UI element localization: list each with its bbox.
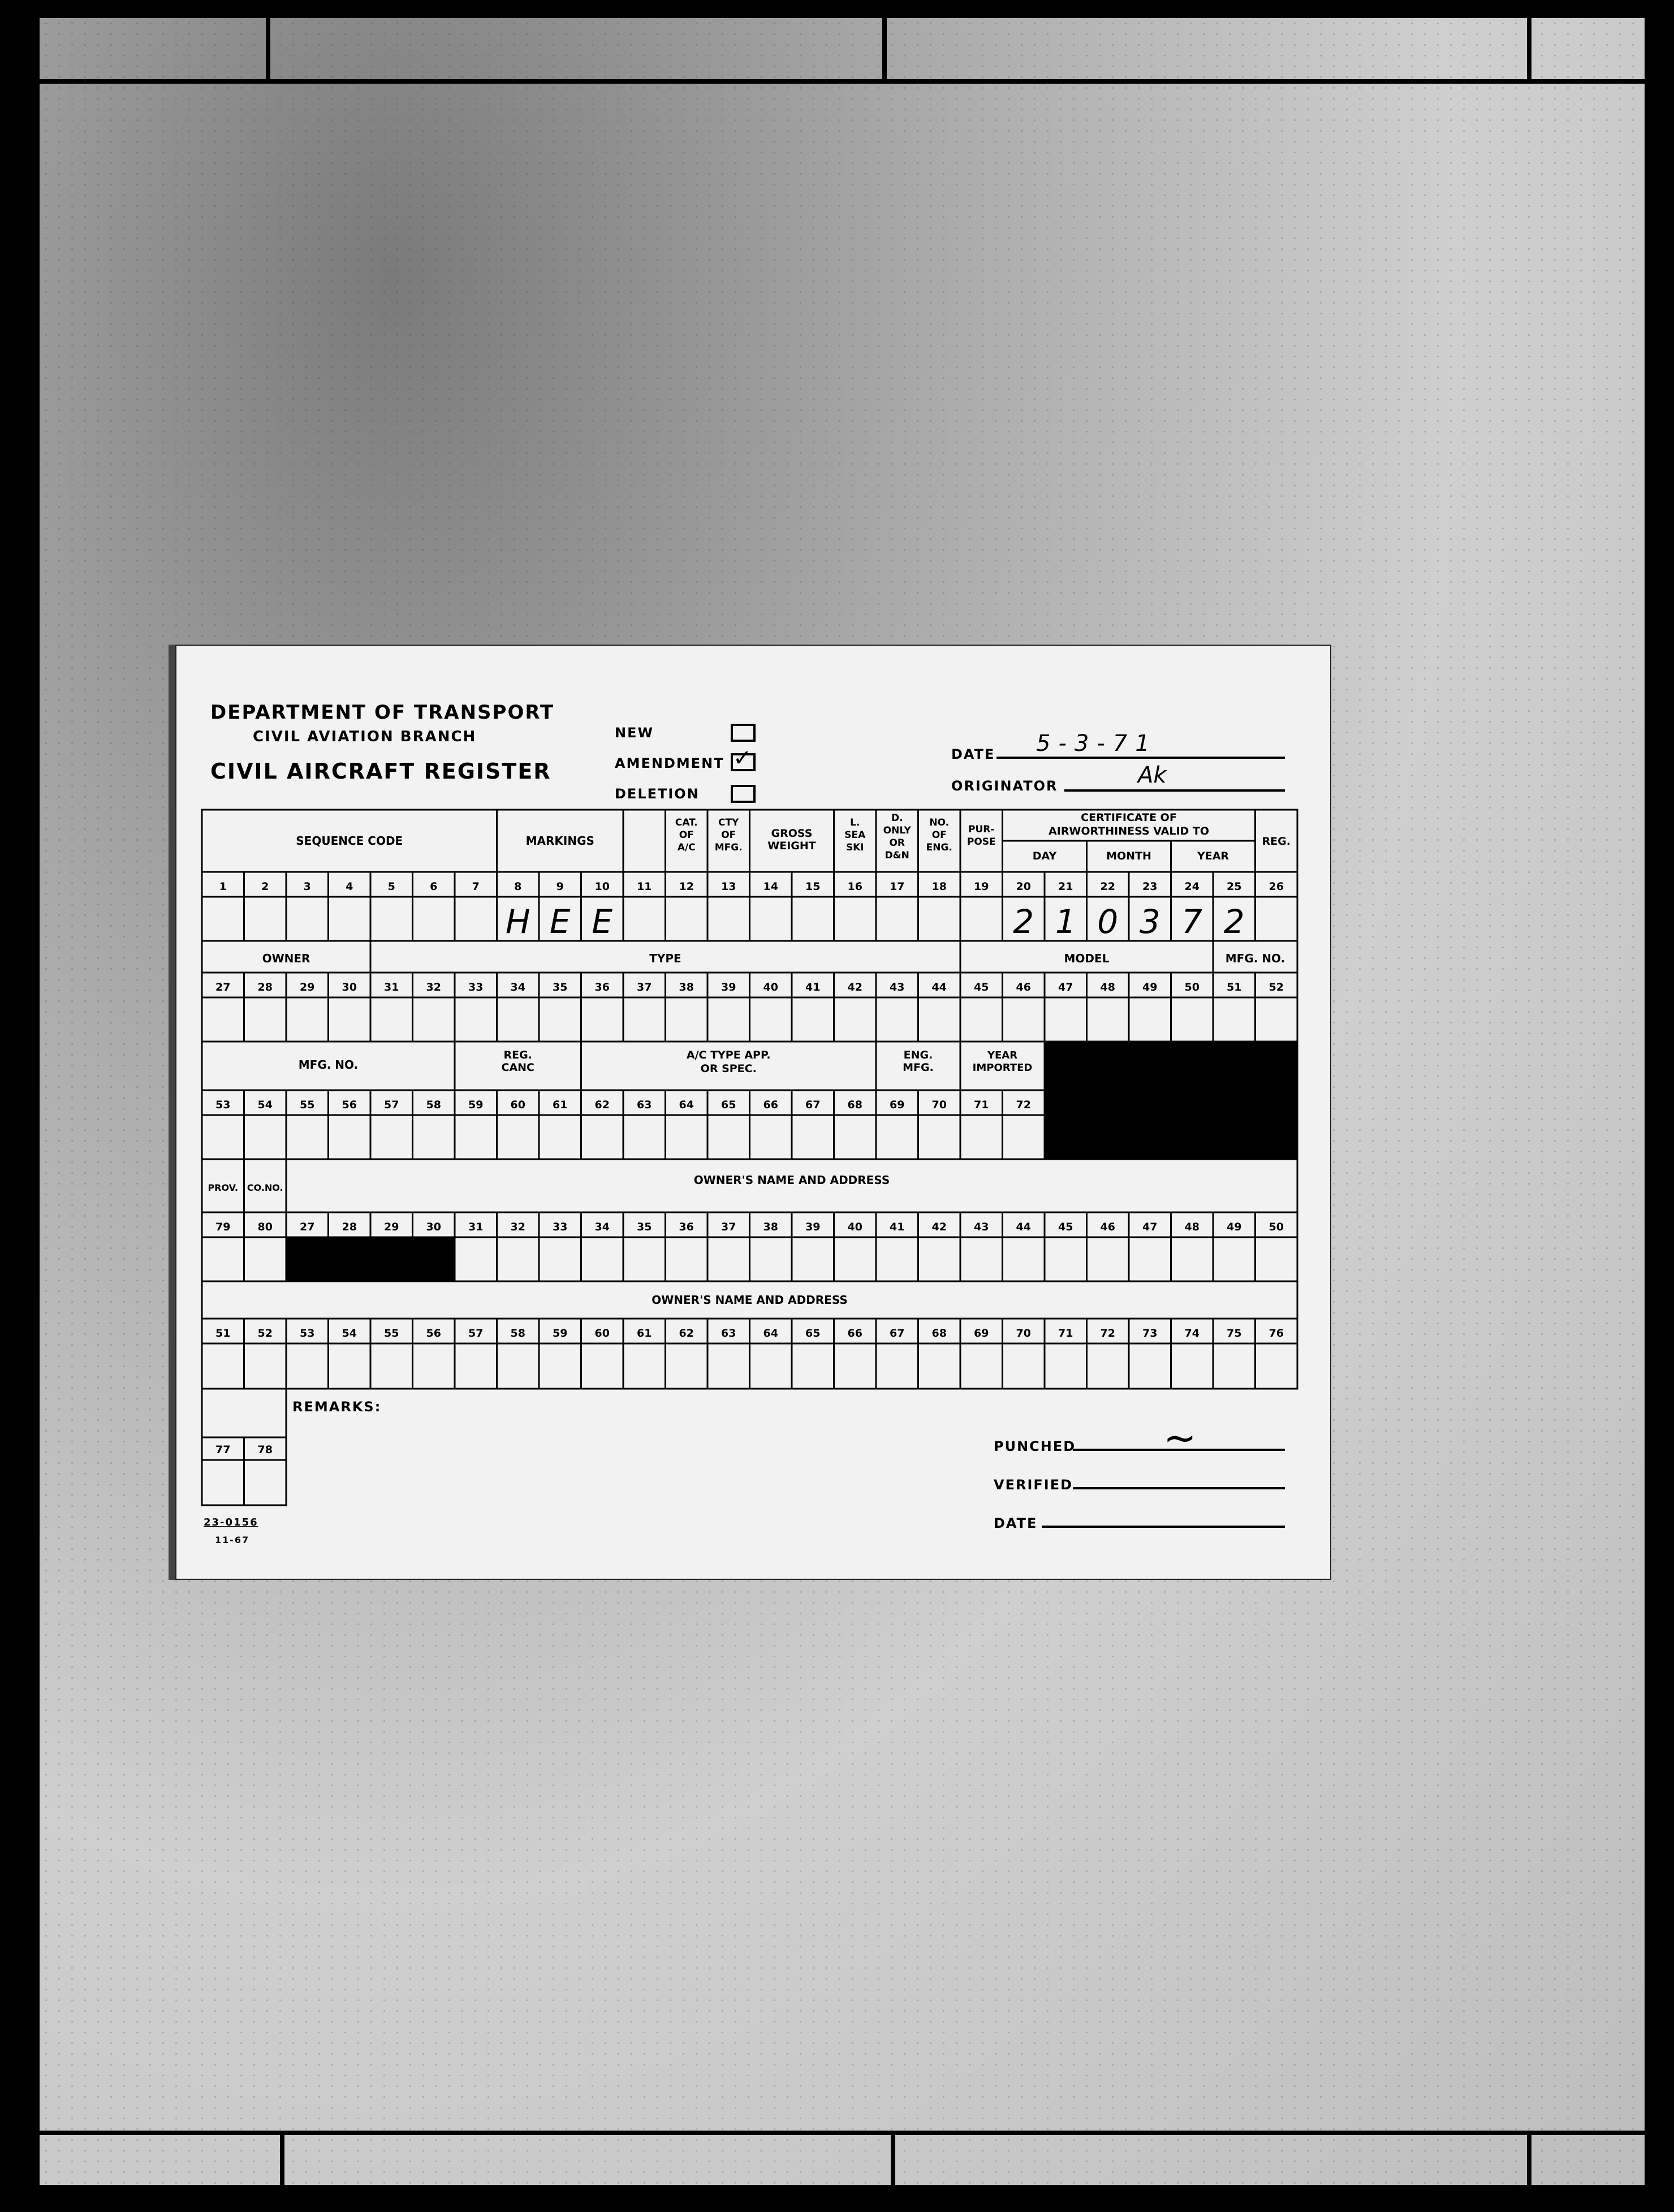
option-amendment-label: AMENDMENT: [615, 755, 724, 771]
row3-blackout: [1045, 1042, 1297, 1159]
row2-col-number: 50: [1184, 981, 1200, 993]
row1-col-number: 14: [763, 880, 778, 893]
row1-col-number: 24: [1184, 880, 1200, 893]
hdr-reg-canc: REG.: [503, 1049, 532, 1061]
row2-col-number: 48: [1100, 981, 1115, 993]
row4-col-number: 45: [1058, 1221, 1073, 1233]
hdr-mfg-no-2: MFG. NO.: [298, 1058, 359, 1072]
row4-col-number: 44: [1016, 1221, 1031, 1233]
hdr-ac-type: A/C TYPE APP.: [686, 1049, 771, 1061]
hdr-owner: OWNER: [262, 952, 310, 965]
row5-col-number: 75: [1227, 1327, 1242, 1340]
row5-col-number: 55: [384, 1327, 399, 1340]
hdr-d-only: ONLY: [883, 825, 911, 836]
row1-col-number: 12: [679, 880, 694, 893]
hdr-certificate: CERTIFICATE OF: [1081, 811, 1177, 824]
row2-col-number: 29: [300, 981, 315, 993]
row3-col-number: 57: [384, 1099, 399, 1111]
row5-col-number: 66: [847, 1327, 862, 1340]
row4-col-number: 49: [1227, 1221, 1242, 1233]
branch-title: CIVIL AVIATION BRANCH: [253, 728, 477, 745]
remarks-col-number: 77: [215, 1444, 231, 1456]
punched-label: PUNCHED: [994, 1438, 1076, 1454]
row2-col-number: 44: [931, 981, 947, 993]
row1-handwritten-value: 3: [1139, 902, 1160, 941]
row1-col-number: 15: [805, 880, 821, 893]
originator-label: ORIGINATOR: [951, 778, 1058, 794]
row4-col-number: 46: [1100, 1221, 1115, 1233]
hdr-or-spec: OR SPEC.: [700, 1062, 757, 1075]
row3-col-number: 66: [763, 1099, 778, 1111]
frame-top-line: [40, 79, 1645, 84]
row4-col-number: 34: [594, 1221, 610, 1233]
row3-col-number: 71: [974, 1099, 989, 1111]
hdr-owner-name-1: OWNER'S NAME AND ADDRESS: [693, 1173, 890, 1187]
row1-handwritten-value: 0: [1097, 902, 1119, 941]
row5-col-number: 54: [342, 1327, 357, 1340]
row2-col-number: 37: [637, 981, 652, 993]
remarks-col-number: 78: [257, 1444, 273, 1456]
row3-col-number: 56: [342, 1099, 357, 1111]
row2-col-number: 35: [553, 981, 568, 993]
hdr-model: MODEL: [1064, 952, 1110, 965]
row5-col-number: 65: [805, 1327, 821, 1340]
hdr-type: TYPE: [649, 952, 681, 965]
row4-col-number: 28: [342, 1221, 357, 1233]
row4-col-number: 39: [805, 1221, 821, 1233]
hdr-prov: PROV.: [208, 1182, 239, 1193]
row1-col-number: 3: [303, 880, 311, 893]
hdr-day: DAY: [1032, 850, 1057, 862]
row2-col-number: 30: [342, 981, 357, 993]
frame-top-divider-far: [1527, 18, 1531, 81]
verified-line: [1073, 1487, 1285, 1489]
hdr-no-eng: OF: [931, 830, 947, 841]
hdr-reg: REG.: [1262, 835, 1291, 848]
row3-col-number: 61: [553, 1099, 568, 1111]
row1-col-number: 9: [556, 880, 564, 893]
row2-col-number: 32: [426, 981, 441, 993]
row3-col-number: 62: [594, 1099, 610, 1111]
row2-col-number: 34: [510, 981, 525, 993]
row1-col-number: 20: [1016, 880, 1031, 893]
row5-col-number: 56: [426, 1327, 441, 1340]
row4-col-number: 36: [679, 1221, 694, 1233]
row2-col-number: 47: [1058, 981, 1073, 993]
frame-bottom-divider-right: [1527, 2131, 1531, 2185]
row5-col-number: 58: [510, 1327, 525, 1340]
row5-col-number: 62: [679, 1327, 694, 1340]
row4-col-number: 32: [510, 1221, 525, 1233]
row5-col-number: 70: [1016, 1327, 1031, 1340]
row1-handwritten-value: 7: [1181, 902, 1203, 941]
register-grid: [176, 646, 1330, 1579]
row3-col-number: 72: [1016, 1099, 1031, 1111]
hdr-d-only: D&N: [885, 850, 909, 861]
hdr-owner-name-2: OWNER'S NAME AND ADDRESS: [652, 1293, 848, 1307]
hdr-d-only: OR: [889, 837, 905, 849]
row2-col-number: 43: [890, 981, 905, 993]
frame-top-divider-left: [266, 18, 270, 81]
row1-col-number: 13: [721, 880, 736, 893]
row3-col-number: 67: [805, 1099, 821, 1111]
row5-col-number: 57: [468, 1327, 484, 1340]
row2-col-number: 45: [974, 981, 989, 993]
row4-col-number: 35: [637, 1221, 652, 1233]
row2-col-number: 31: [384, 981, 399, 993]
row4-col-number: 31: [468, 1221, 484, 1233]
row5-col-number: 73: [1142, 1327, 1158, 1340]
row4-col-number: 29: [384, 1221, 399, 1233]
hdr-mfg-no: MFG. NO.: [1225, 952, 1285, 965]
row1-handwritten-value: H: [505, 902, 530, 941]
form-date: 11-67: [215, 1535, 250, 1545]
row1-col-number: 19: [974, 880, 989, 893]
row1-col-number: 26: [1269, 880, 1284, 893]
row3-col-number: 60: [510, 1099, 525, 1111]
row5-col-number: 71: [1058, 1327, 1073, 1340]
row3-col-number: 65: [721, 1099, 736, 1111]
hdr-purpose: PUR-: [968, 824, 995, 835]
row4-col-number: 47: [1142, 1221, 1158, 1233]
row5-col-number: 69: [974, 1327, 989, 1340]
row4-col-number: 40: [847, 1221, 862, 1233]
row4-col-number: 27: [300, 1221, 315, 1233]
row2-col-number: 36: [594, 981, 610, 993]
hdr-markings: MARKINGS: [525, 834, 594, 848]
department-title: DEPARTMENT OF TRANSPORT: [210, 701, 555, 724]
hdr-cty: OF: [721, 830, 736, 841]
option-deletion-label: DELETION: [615, 786, 700, 802]
row5-col-number: 51: [215, 1327, 231, 1340]
hdr-cat: CAT.: [675, 817, 698, 828]
row3-col-number: 64: [679, 1099, 694, 1111]
row5-col-number: 53: [300, 1327, 315, 1340]
amendment-check-mark: ✓: [733, 745, 752, 771]
row1-handwritten-value: 2: [1223, 902, 1245, 941]
row1-col-number: 25: [1227, 880, 1242, 893]
hdr-lseaski: SKI: [845, 842, 864, 853]
frame-bottom-divider-left: [280, 2131, 284, 2185]
row1-col-number: 23: [1142, 880, 1158, 893]
hdr-d-only: D.: [891, 813, 903, 824]
row5-col-number: 64: [763, 1327, 778, 1340]
row2-col-number: 42: [847, 981, 862, 993]
hdr-month: MONTH: [1106, 850, 1151, 862]
hdr-gross-weight: GROSS: [771, 827, 813, 840]
row3-col-number: 69: [890, 1099, 905, 1111]
row4-col-number: 42: [931, 1221, 947, 1233]
row2-col-number: 40: [763, 981, 778, 993]
row4-col-number: 33: [553, 1221, 568, 1233]
register-title: CIVIL AIRCRAFT REGISTER: [210, 759, 551, 784]
row1-handwritten-value: 1: [1055, 902, 1076, 941]
row5-col-number: 76: [1269, 1327, 1284, 1340]
row2-col-number: 41: [805, 981, 821, 993]
row4-col-number: 50: [1269, 1221, 1284, 1233]
hdr-no-eng: ENG.: [926, 842, 952, 853]
row2-col-number: 51: [1227, 981, 1242, 993]
row2-col-number: 33: [468, 981, 484, 993]
hdr-year-imported: YEAR: [987, 1049, 1018, 1061]
date-label: DATE: [951, 746, 995, 762]
row1-handwritten-value: 2: [1013, 902, 1034, 941]
hdr-no-eng: NO.: [929, 817, 950, 828]
row1-col-number: 21: [1058, 880, 1073, 893]
row4-col-number: 41: [890, 1221, 905, 1233]
option-new-label: NEW: [615, 725, 654, 741]
row2-col-number: 28: [257, 981, 273, 993]
row1-handwritten-value: E: [592, 902, 613, 941]
row1-col-number: 22: [1100, 880, 1115, 893]
verified-label: VERIFIED: [994, 1477, 1073, 1493]
frame-bottom-divider-mid: [891, 2131, 895, 2185]
hdr-gross-weight: WEIGHT: [767, 840, 816, 852]
row4-blackout: [286, 1237, 455, 1281]
hdr-purpose: POSE: [967, 836, 996, 848]
hdr-cat: OF: [679, 830, 694, 841]
hdr-year-imported: IMPORTED: [972, 1062, 1033, 1074]
row4-col-number: 30: [426, 1221, 441, 1233]
frame-top-divider-right: [882, 18, 887, 81]
footer-date-label: DATE: [994, 1515, 1038, 1531]
row2-col-number: 39: [721, 981, 736, 993]
hdr-cat: A/C: [677, 842, 696, 853]
row1-col-number: 6: [430, 880, 438, 893]
hdr-sequence-code: SEQUENCE CODE: [296, 834, 403, 848]
row4-col-number: 38: [763, 1221, 778, 1233]
hdr-eng-mfg: ENG.: [903, 1049, 933, 1061]
row5-col-number: 59: [553, 1327, 568, 1340]
row3-col-number: 54: [257, 1099, 273, 1111]
row3-col-number: 68: [847, 1099, 862, 1111]
date-value: 5-3-71: [1036, 731, 1158, 757]
row4-col-number: 43: [974, 1221, 989, 1233]
row3-col-number: 53: [215, 1099, 231, 1111]
row1-col-number: 1: [219, 880, 227, 893]
form-number: 23-0156: [204, 1517, 258, 1528]
hdr-lseaski: SEA: [844, 830, 866, 841]
row3-col-number: 59: [468, 1099, 484, 1111]
row3-col-number: 55: [300, 1099, 315, 1111]
hdr-lseaski: L.: [850, 817, 860, 828]
row2-col-number: 52: [1269, 981, 1284, 993]
hdr-airworthiness: AIRWORTHINESS VALID TO: [1048, 825, 1210, 837]
row1-col-number: 7: [472, 880, 480, 893]
row3-col-number: 58: [426, 1099, 441, 1111]
hdr-cty: CTY: [718, 817, 739, 828]
row1-handwritten-value: E: [549, 902, 571, 941]
row4-col-number: 80: [257, 1221, 273, 1233]
row2-col-number: 27: [215, 981, 231, 993]
row5-col-number: 67: [890, 1327, 905, 1340]
row1-col-number: 8: [514, 880, 522, 893]
row4-col-number: 79: [215, 1221, 231, 1233]
row3-col-number: 70: [931, 1099, 947, 1111]
hdr-year: YEAR: [1197, 850, 1229, 862]
row5-col-number: 61: [637, 1327, 652, 1340]
row1-col-number: 16: [847, 880, 862, 893]
aircraft-register-card: [175, 645, 1331, 1580]
hdr-reg-canc: CANC: [501, 1061, 534, 1074]
hdr-co-no: CO.NO.: [247, 1182, 283, 1193]
row5-col-number: 74: [1184, 1327, 1200, 1340]
row1-col-number: 18: [931, 880, 947, 893]
punched-initial: ~: [1163, 1415, 1197, 1461]
row2-col-number: 49: [1142, 981, 1158, 993]
originator-value: Ak: [1138, 762, 1167, 788]
row4-col-number: 37: [721, 1221, 736, 1233]
row2-col-number: 38: [679, 981, 694, 993]
row5-col-number: 52: [257, 1327, 273, 1340]
row3-col-number: 63: [637, 1099, 652, 1111]
row5-col-number: 68: [931, 1327, 947, 1340]
row1-col-number: 4: [346, 880, 353, 893]
row1-col-number: 5: [387, 880, 395, 893]
row5-col-number: 60: [594, 1327, 610, 1340]
hdr-eng-mfg: MFG.: [903, 1061, 934, 1074]
row1-col-number: 17: [890, 880, 905, 893]
row1-col-number: 11: [637, 880, 652, 893]
footer-date-line: [1042, 1526, 1285, 1528]
row5-col-number: 63: [721, 1327, 736, 1340]
row1-col-number: 10: [594, 880, 610, 893]
remarks-label: REMARKS:: [292, 1399, 382, 1415]
row1-col-number: 2: [261, 880, 269, 893]
row2-col-number: 46: [1016, 981, 1031, 993]
row5-col-number: 72: [1100, 1327, 1115, 1340]
row4-col-number: 48: [1184, 1221, 1200, 1233]
hdr-cty: MFG.: [714, 842, 743, 853]
